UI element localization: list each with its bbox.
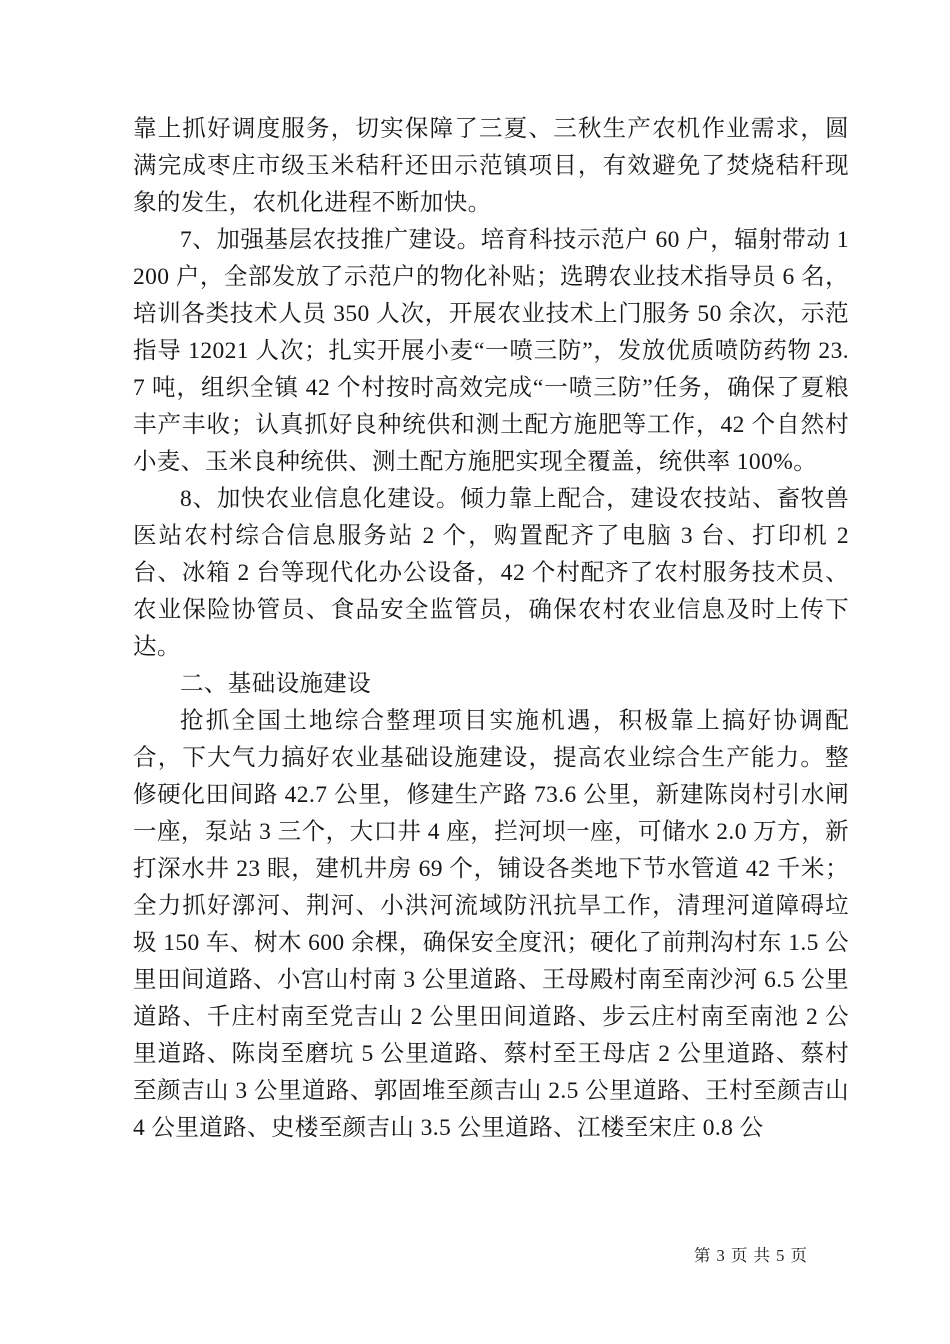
body-paragraph-item-7: 7、加强基层农技推广建设。培育科技示范户 60 户，辐射带动 1200 户，全部发放了示范户的物化补贴；选聘农业技术指导员 6 名，培训各类技术人员 350 人次，开展农业技术上门服务 50 余次，示范指导 12021 人次；扎实开展小麦“一喷三防”，发放优质喷防药物 23.7 吨，组织全镇 42 个村按时高效完成“一喷三防”任务，确保了夏粮丰产丰收；认真抓好良种统供和测土配方施肥等工作，42 个自然村小麦、玉米良种统供、测土配方施肥实现全覆盖，统供率 100%。	[133, 227, 849, 475]
body-paragraph-item-8: 8、加快农业信息化建设。倾力靠上配合，建设农技站、畜牧兽医站农村综合信息服务站 2 个，购置配齐了电脑 3 台、打印机 2 台、冰箱 2 台等现代化办公设备，42 个村配齐了农村服务技术员、农业保险协管员、食品安全监管员，确保农村农业信息及时上传下达。	[133, 486, 849, 660]
body-paragraph-continuation: 靠上抓好调度服务，切实保障了三夏、三秋生产农机作业需求，圆满完成枣庄市级玉米秸秆还田示范镇项目，有效避免了焚烧秸秆现象的发生，农机化进程不断加快。	[133, 116, 849, 216]
section-heading: 二、基础设施建设	[180, 671, 372, 697]
body-paragraph-infrastructure: 抢抓全国土地综合整理项目实施机遇，积极靠上搞好协调配合，下大气力搞好农业基础设施建设，提高农业综合生产能力。整修硬化田间路 42.7 公里，修建生产路 73.6 公里，新建陈岗村引水闸一座，泵站 3 三个，大口井 4 座，拦河坝一座，可储水 2.0 万方，新打深水井 23 眼，建机井房 69 个，铺设各类地下节水管道 42 千米；全力抓好漷河、荆河、小洪河流域防汛抗旱工作，清理河道障碍垃圾 150 车、树木 600 余棵，确保安全度汛；硬化了前荆沟村东 1.5 公里田间道路、小宫山村南 3 公里道路、王母殿村南至南沙河 6.5 公里道路、千庄村南至党吉山 2 公里田间道路、步云庄村南至南池 2 公里道路、陈岗至磨坑 5 公里道路、蔡村至王母店 2 公里道路、蔡村至颜吉山 3 公里道路、郭固堆至颜吉山 2.5 公里道路、王村至颜吉山 4 公里道路、史楼至颜吉山 3.5 公里道路、江楼至宋庄 0.8 公	[133, 708, 849, 1141]
document-body	[133, 111, 849, 1147]
page-number-indicator: 第 3 页 共 5 页	[693, 1246, 808, 1265]
